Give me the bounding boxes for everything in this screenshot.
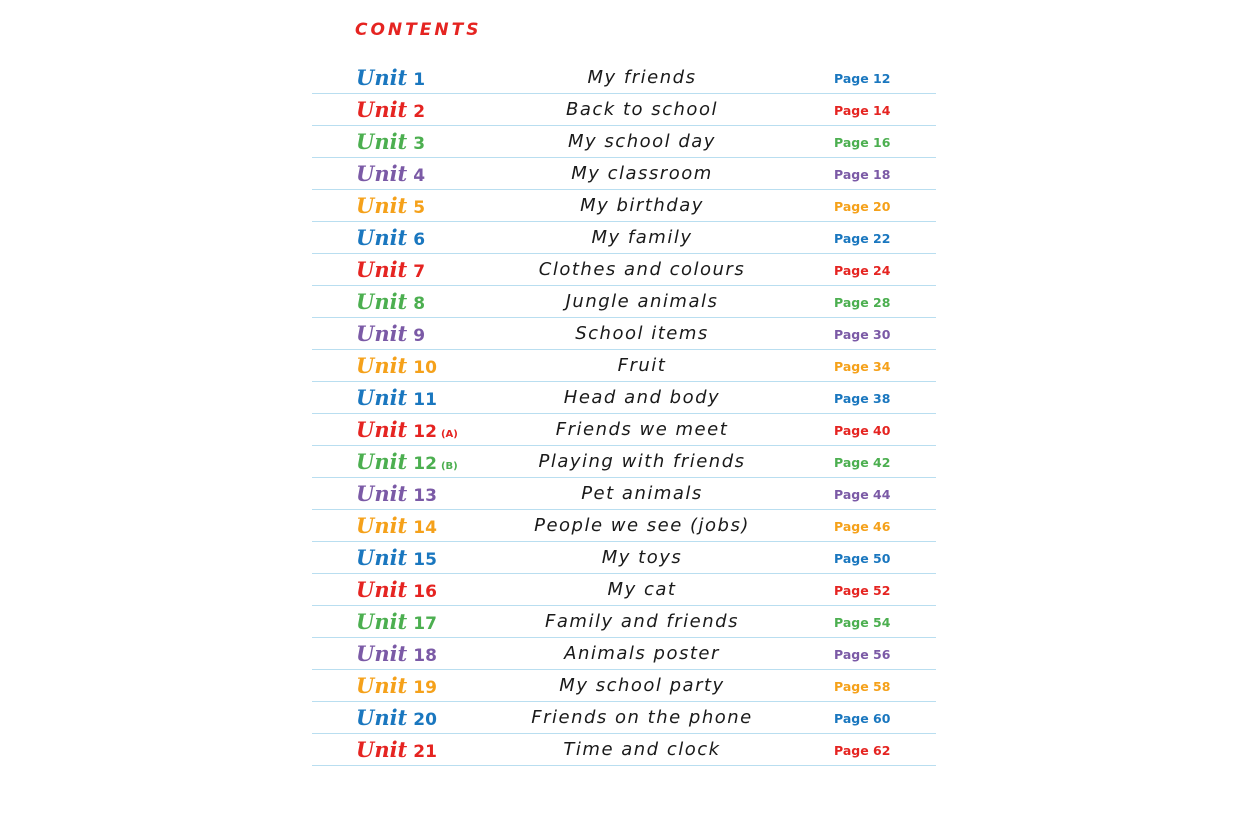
unit-label bbox=[356, 511, 437, 541]
unit-word: Unit bbox=[356, 161, 408, 186]
unit-topic: People we see (jobs) bbox=[534, 515, 750, 536]
unit-label bbox=[356, 127, 425, 157]
unit-word: Unit bbox=[356, 289, 408, 314]
unit-topic: Time and clock bbox=[563, 739, 721, 760]
unit-label bbox=[356, 255, 425, 285]
contents-row[interactable] bbox=[312, 542, 936, 574]
page-number: Page 58 bbox=[834, 679, 891, 694]
contents-row[interactable] bbox=[312, 254, 936, 286]
unit-word: Unit bbox=[356, 641, 408, 666]
unit-number: 12 bbox=[413, 422, 437, 442]
page-number: Page 20 bbox=[834, 199, 891, 214]
page-number: Page 12 bbox=[834, 71, 891, 86]
unit-number: 16 bbox=[413, 582, 437, 602]
unit-word: Unit bbox=[356, 481, 408, 506]
page-number: Page 38 bbox=[834, 391, 891, 406]
contents-row[interactable] bbox=[312, 670, 936, 702]
page-number: Page 60 bbox=[834, 711, 891, 726]
unit-label bbox=[356, 447, 458, 477]
unit-number: 15 bbox=[413, 550, 437, 570]
unit-word: Unit bbox=[356, 737, 408, 762]
unit-number: 20 bbox=[413, 710, 437, 730]
contents-row[interactable] bbox=[312, 446, 936, 478]
unit-label bbox=[356, 543, 437, 573]
contents-row[interactable] bbox=[312, 478, 936, 510]
page-number: Page 40 bbox=[834, 423, 891, 438]
unit-topic: School items bbox=[575, 323, 709, 344]
unit-topic: Jungle animals bbox=[565, 291, 719, 312]
page-number: Page 18 bbox=[834, 167, 891, 182]
unit-label bbox=[356, 639, 437, 669]
unit-topic: Clothes and colours bbox=[538, 259, 746, 280]
unit-word: Unit bbox=[356, 129, 408, 154]
unit-label bbox=[356, 191, 425, 221]
contents-row[interactable] bbox=[312, 574, 936, 606]
unit-topic: Playing with friends bbox=[538, 451, 746, 472]
unit-word: Unit bbox=[356, 577, 408, 602]
unit-number: 19 bbox=[413, 678, 437, 698]
page-number: Page 16 bbox=[834, 135, 891, 150]
unit-topic: Fruit bbox=[617, 355, 667, 376]
unit-number: 10 bbox=[413, 358, 437, 378]
contents-row[interactable] bbox=[312, 94, 936, 126]
unit-word: Unit bbox=[356, 257, 408, 282]
page-number: Page 44 bbox=[834, 487, 891, 502]
unit-topic: Head and body bbox=[563, 387, 721, 408]
unit-topic: My cat bbox=[607, 579, 677, 600]
page-number: Page 56 bbox=[834, 647, 891, 662]
page-number: Page 54 bbox=[834, 615, 891, 630]
unit-number: 21 bbox=[413, 742, 437, 762]
unit-label bbox=[356, 159, 425, 189]
contents-row[interactable] bbox=[312, 126, 936, 158]
unit-number: 1 bbox=[413, 70, 426, 90]
contents-row[interactable] bbox=[312, 510, 936, 542]
unit-label bbox=[356, 351, 437, 381]
page-number: Page 28 bbox=[834, 295, 891, 310]
page-number: Page 14 bbox=[834, 103, 891, 118]
unit-label bbox=[356, 575, 437, 605]
unit-label bbox=[356, 703, 437, 733]
unit-word: Unit bbox=[356, 353, 408, 378]
unit-part: (A) bbox=[440, 429, 458, 440]
unit-word: Unit bbox=[356, 385, 408, 410]
page-number: Page 52 bbox=[834, 583, 891, 598]
unit-number: 6 bbox=[413, 230, 426, 250]
unit-word: Unit bbox=[356, 193, 408, 218]
unit-topic: My friends bbox=[587, 67, 697, 88]
unit-topic: Back to school bbox=[566, 99, 718, 120]
unit-topic: Pet animals bbox=[581, 483, 703, 504]
page-title: CONTENTS bbox=[355, 20, 482, 40]
unit-label bbox=[356, 671, 437, 701]
contents-row[interactable] bbox=[312, 414, 936, 446]
unit-word: Unit bbox=[356, 65, 408, 90]
contents-row[interactable] bbox=[312, 734, 936, 766]
unit-topic: My birthday bbox=[580, 195, 704, 216]
unit-word: Unit bbox=[356, 321, 408, 346]
unit-number: 14 bbox=[413, 518, 437, 538]
page-number: Page 30 bbox=[834, 327, 891, 342]
unit-number: 3 bbox=[413, 134, 426, 154]
contents-row[interactable] bbox=[312, 222, 936, 254]
unit-number: 5 bbox=[413, 198, 426, 218]
unit-label bbox=[356, 319, 425, 349]
unit-label bbox=[356, 735, 437, 765]
page-number: Page 42 bbox=[834, 455, 891, 470]
unit-topic: My family bbox=[591, 227, 693, 248]
unit-label bbox=[356, 415, 458, 445]
page-number: Page 24 bbox=[834, 263, 891, 278]
page-number: Page 62 bbox=[834, 743, 891, 758]
unit-part: (B) bbox=[440, 461, 458, 472]
contents-row[interactable] bbox=[312, 318, 936, 350]
contents-row[interactable] bbox=[312, 382, 936, 414]
unit-topic: Family and friends bbox=[545, 611, 739, 632]
unit-word: Unit bbox=[356, 97, 408, 122]
contents-row[interactable] bbox=[312, 190, 936, 222]
unit-word: Unit bbox=[356, 545, 408, 570]
unit-topic: My classroom bbox=[571, 163, 713, 184]
contents-row[interactable] bbox=[312, 638, 936, 670]
unit-number: 11 bbox=[413, 390, 437, 410]
contents-row[interactable] bbox=[312, 350, 936, 382]
page-number: Page 50 bbox=[834, 551, 891, 566]
unit-word: Unit bbox=[356, 225, 408, 250]
unit-label bbox=[356, 95, 425, 125]
unit-word: Unit bbox=[356, 609, 408, 634]
unit-word: Unit bbox=[356, 705, 408, 730]
unit-topic: My toys bbox=[601, 547, 683, 568]
unit-word: Unit bbox=[356, 417, 408, 442]
unit-number: 7 bbox=[413, 262, 426, 282]
unit-number: 13 bbox=[413, 486, 437, 506]
unit-label bbox=[356, 223, 425, 253]
unit-topic: My school day bbox=[568, 131, 716, 152]
unit-word: Unit bbox=[356, 449, 408, 474]
unit-number: 9 bbox=[413, 326, 426, 346]
unit-label bbox=[356, 287, 425, 317]
contents-row[interactable] bbox=[312, 62, 936, 94]
unit-number: 4 bbox=[413, 166, 426, 186]
unit-word: Unit bbox=[356, 673, 408, 698]
page-number: Page 22 bbox=[834, 231, 891, 246]
unit-label bbox=[356, 63, 425, 93]
unit-label bbox=[356, 383, 437, 413]
contents-row[interactable] bbox=[312, 158, 936, 190]
unit-topic: Friends on the phone bbox=[531, 707, 753, 728]
contents-row[interactable] bbox=[312, 606, 936, 638]
unit-topic: Animals poster bbox=[564, 643, 720, 664]
contents-row[interactable] bbox=[312, 702, 936, 734]
contents-list bbox=[312, 62, 936, 766]
unit-label bbox=[356, 607, 437, 637]
page-number: Page 34 bbox=[834, 359, 891, 374]
unit-number: 8 bbox=[413, 294, 426, 314]
unit-word: Unit bbox=[356, 513, 408, 538]
unit-number: 2 bbox=[413, 102, 426, 122]
unit-number: 12 bbox=[413, 454, 437, 474]
unit-topic: Friends we meet bbox=[555, 419, 729, 440]
contents-row[interactable] bbox=[312, 286, 936, 318]
unit-topic: My school party bbox=[559, 675, 725, 696]
unit-number: 17 bbox=[413, 614, 437, 634]
unit-label bbox=[356, 479, 437, 509]
unit-number: 18 bbox=[413, 646, 437, 666]
page-number: Page 46 bbox=[834, 519, 891, 534]
